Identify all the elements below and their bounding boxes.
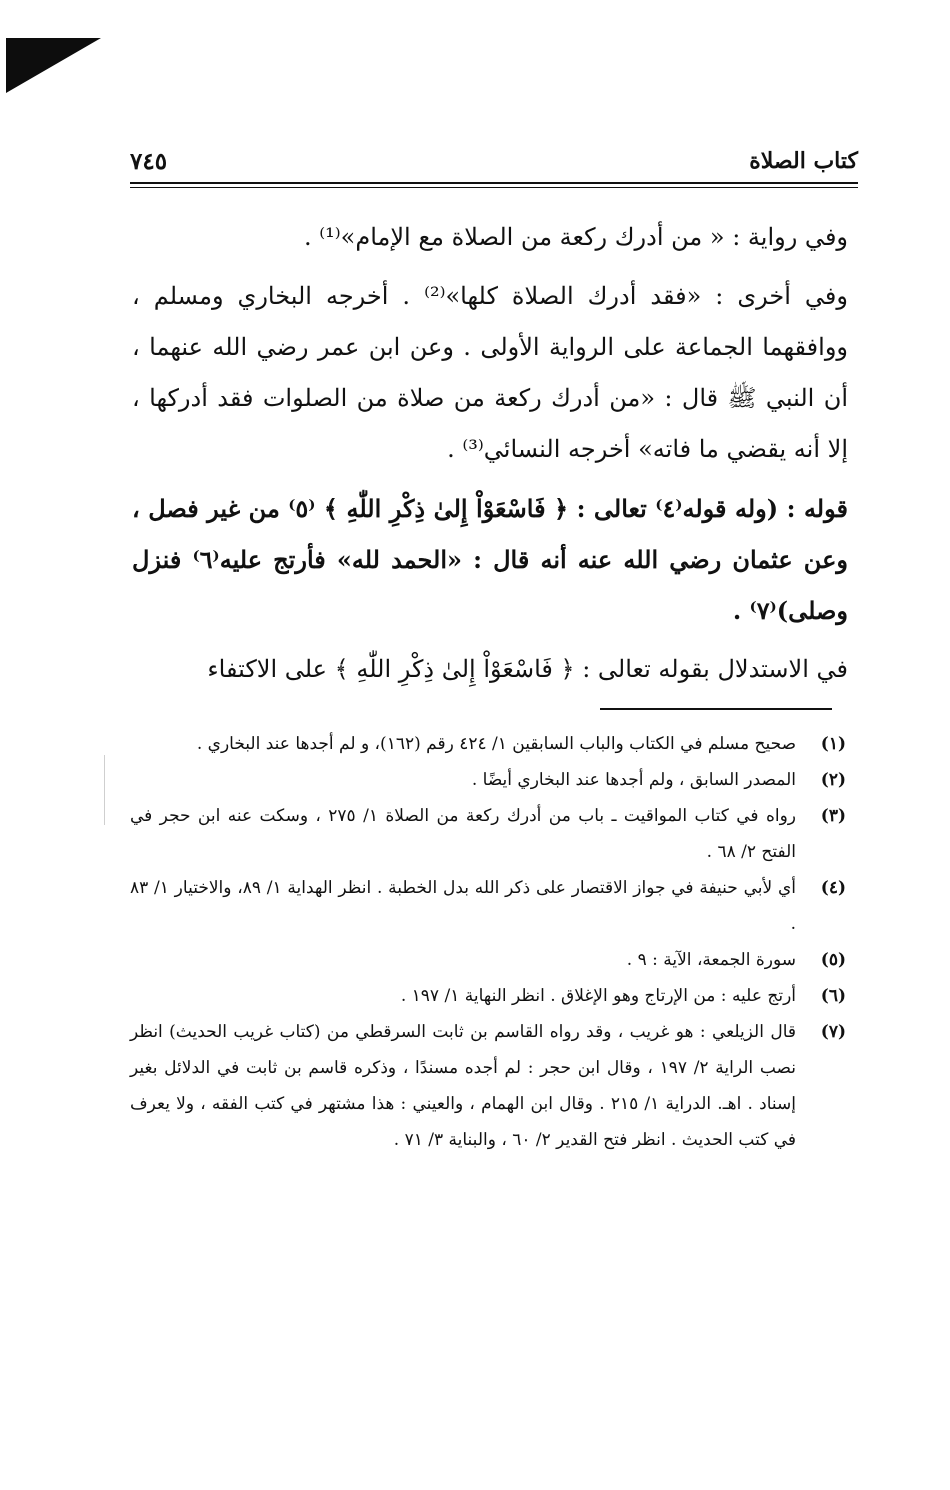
main-text bbox=[132, 212, 848, 703]
footnote-2 bbox=[130, 762, 846, 798]
footnote-text: أرتج عليه : من الإرتاج وهو الإغلاق . انظر النهاية ١/ ١٩٧ . bbox=[400, 986, 796, 1006]
header-rule bbox=[130, 182, 858, 184]
footnote-number: (٢) bbox=[820, 770, 846, 790]
footnote-divider bbox=[600, 708, 832, 710]
running-title: كتاب الصلاة bbox=[749, 148, 858, 174]
footnote-3 bbox=[130, 798, 846, 870]
footnote-number: (٧) bbox=[820, 1022, 846, 1042]
footnote-number: (٣) bbox=[820, 806, 846, 826]
footnote-number: (٦) bbox=[820, 986, 846, 1006]
paragraph-4: في الاستدلال بقوله تعالى : ﴿ فَاسْعَوْاْ إِلىٰ ذِكْرِ اللّٰهِ ﴾ على الاكتفاء bbox=[207, 655, 848, 683]
footnote-text: سورة الجمعة، الآية : ٩ . bbox=[626, 950, 796, 970]
paragraph-3-quoted-matn: قوله : (وله قوله⁽٤⁾ تعالى : ﴿ فَاسْعَوْاْ إِلىٰ ذِكْرِ اللّٰهِ ﴾ ⁽٥⁾ من غير فصل ، وعن عثمان رضي الله عنه أنه قال : «الحمد لله» فأرتج عليه⁽٦⁾ فنزل وصلى)⁽٧⁾ . bbox=[132, 494, 848, 625]
footnote-number: (١) bbox=[820, 734, 846, 754]
paragraph-1: وفي رواية : « من أدرك ركعة من الصلاة مع الإمام»⁽¹⁾ . bbox=[303, 223, 848, 251]
footnote-text: صحيح مسلم في الكتاب والباب السابقين ١/ ٤٢٤ رقم (١٦٢)، و لم أجدها عند البخاري . bbox=[196, 734, 796, 754]
header-rule-thin bbox=[130, 187, 858, 188]
footnote-text: قال الزيلعي : هو غريب ، وقد رواه القاسم بن ثابت السرقطي من (كتاب غريب الحديث) انظر نصب الراية ٢/ ١٩٧ ، وقال ابن حجر : لم أجده مسندًا ، وذكره قاسم بن ثابت في الدلائل بغير إسناد . اهـ. الدراية ١/ ٢١٥ . وقال ابن الهمام ، والعيني : هذا مشتهر في كتب الفقه ، ولا يعرف في كتب الحديث . انظر فتح القدير ٢/ ٦٠ ، والبناية ٣/ ٧١ . bbox=[130, 1022, 797, 1150]
footnote-number: (٥) bbox=[820, 950, 846, 970]
footnote-6 bbox=[130, 978, 846, 1014]
footnote-1 bbox=[130, 726, 846, 762]
footnote-4 bbox=[130, 870, 846, 942]
corner-scan-mark bbox=[6, 38, 101, 93]
footnote-5 bbox=[130, 942, 846, 978]
page-number: ٧٤٥ bbox=[130, 148, 168, 175]
footnote-7 bbox=[130, 1014, 846, 1158]
footnote-number: (٤) bbox=[820, 878, 846, 898]
footnote-text: المصدر السابق ، ولم أجدها عند البخاري أيضًا . bbox=[471, 770, 796, 790]
scan-margin-line bbox=[104, 755, 105, 825]
footnotes bbox=[130, 726, 846, 1158]
paragraph-2: وفي أخرى : «فقد أدرك الصلاة كلها»⁽²⁾ . أخرجه البخاري ومسلم ، ووافقهما الجماعة على الرواية الأولى . وعن ابن عمر رضي الله عنهما ، أن النبي ﷺ قال : «من أدرك ركعة من صلاة من الصلوات فقد أدركها ، إلا أنه يقضي ما فاته» أخرجه النسائي⁽³⁾ . bbox=[132, 282, 848, 463]
footnote-text: أي لأبي حنيفة في جواز الاقتصار على ذكر الله بدل الخطبة . انظر الهداية ١/ ٨٩، والاختيار ١/ ٨٣ . bbox=[130, 878, 796, 934]
footnote-text: رواه في كتاب المواقيت ـ باب من أدرك ركعة من الصلاة ١/ ٢٧٥ ، وسكت عنه ابن حجر في الفتح ٢/ ٦٨ . bbox=[130, 806, 796, 862]
